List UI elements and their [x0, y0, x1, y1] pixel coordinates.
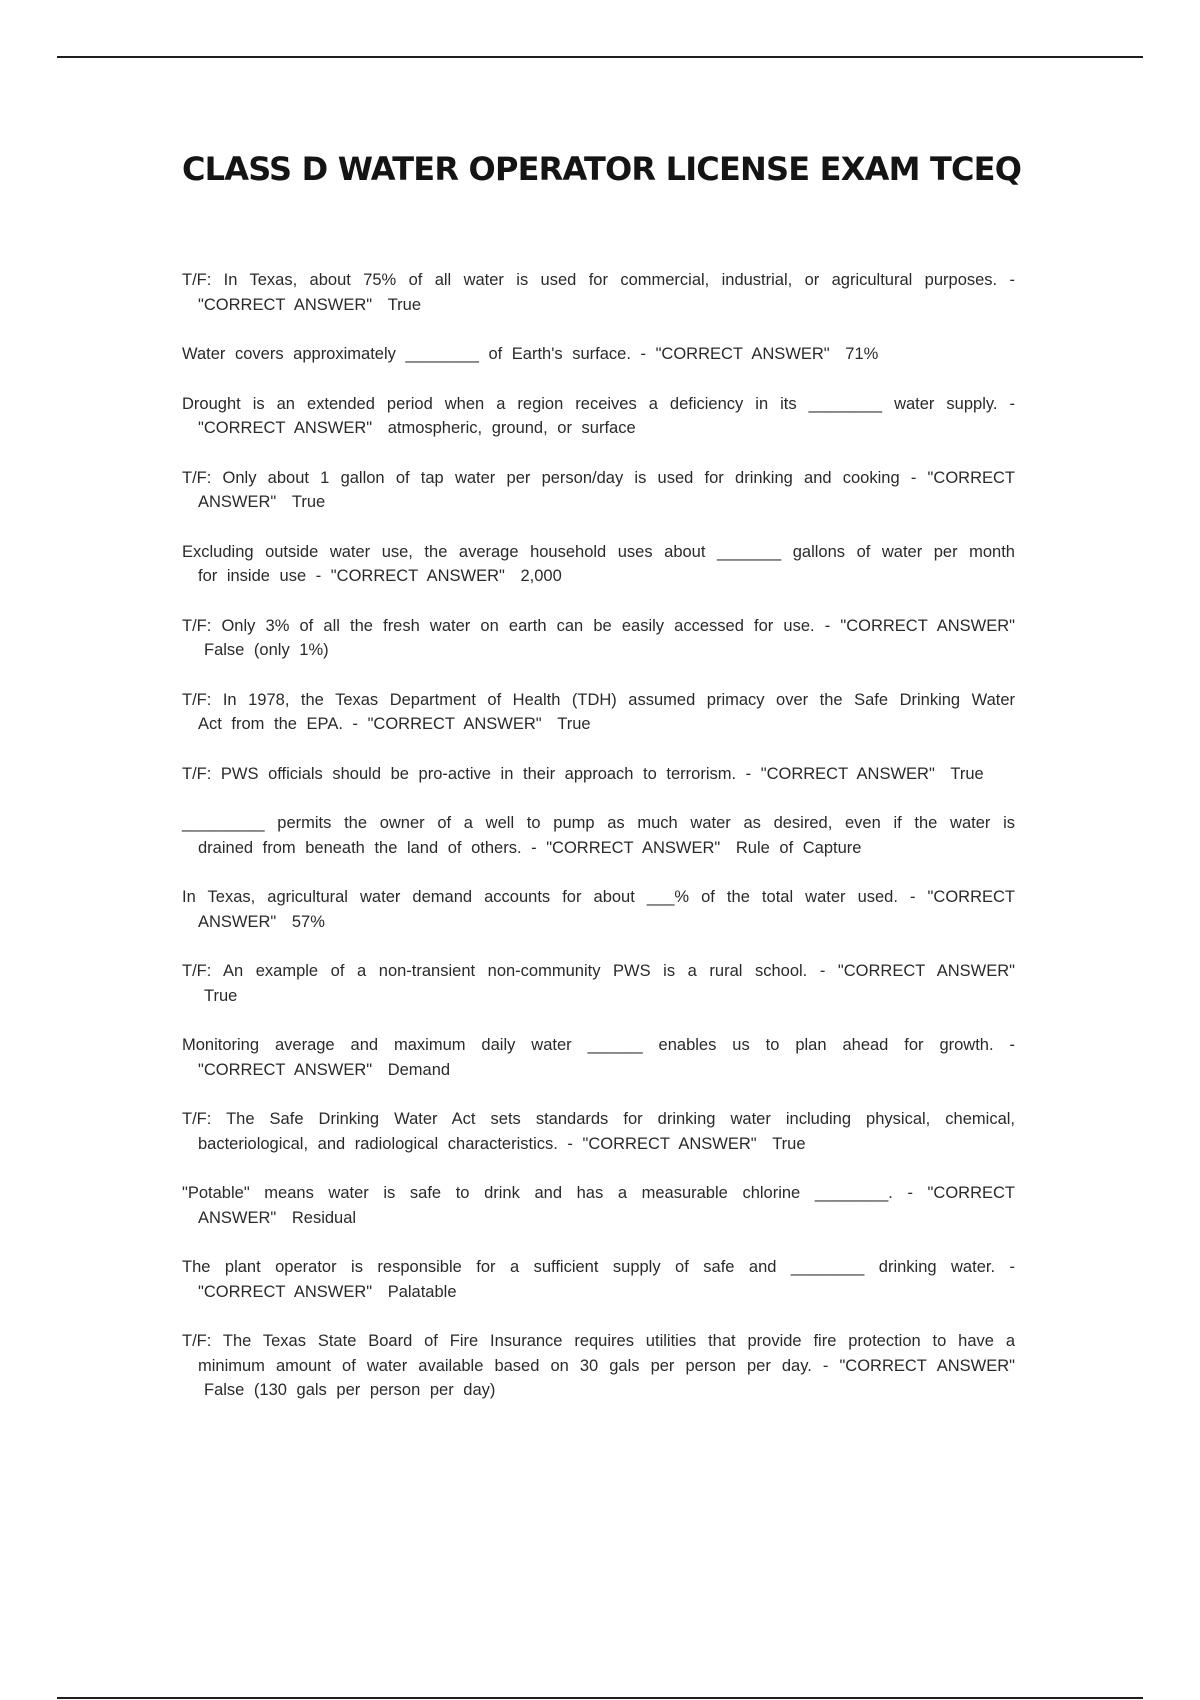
question-item [182, 614, 1015, 663]
question-item [182, 1329, 1015, 1403]
question-item [182, 1255, 1015, 1304]
question-item [182, 1181, 1015, 1230]
answer-text: False (130 gals per person per day) [204, 1381, 496, 1399]
answer-text: Palatable [387, 1282, 457, 1301]
answer-text: atmospheric, ground, or surface [387, 419, 636, 437]
answer-text: Demand [387, 1060, 451, 1079]
question-text: _________ permits the owner of a well to pump as much water as desired, even if the water is drained from beneath the land of others. - "CORRECT ANSWER" [182, 814, 1015, 857]
question-list [182, 268, 1015, 1428]
question-item [182, 959, 1015, 1008]
answer-text: True [291, 493, 326, 511]
answer-text: 71% [845, 345, 879, 363]
question-text: T/F: In Texas, about 75% of all water is used for commercial, industrial, or agricultural purposes. - "CORRECT ANSWER" [182, 271, 1015, 314]
question-item [182, 688, 1015, 737]
question-item [182, 1107, 1015, 1156]
question-text: T/F: The Texas State Board of Fire Insurance requires utilities that provide fire protection to have a minimum amount of water available based on 30 gals per person per day. - "CORRECT ANSWER" [182, 1332, 1015, 1375]
question-text: Drought is an extended period when a region receives a deficiency in its ________ water supply. - "CORRECT ANSWER" [182, 394, 1015, 437]
question-item [182, 1033, 1015, 1082]
question-item [182, 392, 1015, 441]
question-text: T/F: An example of a non-transient non-community PWS is a rural school. - "CORRECT ANSWER" [182, 962, 1015, 980]
answer-text: True [387, 295, 422, 314]
question-text: T/F: Only about 1 gallon of tap water per person/day is used for drinking and cooking - "CORRECT ANSWER" [182, 468, 1015, 511]
top-rule [57, 56, 1143, 58]
answer-text: True [557, 715, 591, 733]
answer-text: Residual [291, 1208, 357, 1227]
question-text: Excluding outside water use, the average household uses about _______ gallons of water per month for inside use - "CORRECT ANSWER" [182, 542, 1015, 585]
question-text: The plant operator is responsible for a sufficient supply of safe and ________ drinking water. - "CORRECT ANSWER" [182, 1258, 1015, 1301]
document-title: CLASS D WATER OPERATOR LICENSE EXAM TCEQ [182, 150, 1022, 188]
question-item [182, 811, 1015, 860]
question-text: T/F: Only 3% of all the fresh water on earth can be easily accessed for use. - "CORRECT ANSWER" [182, 616, 1015, 635]
answer-text: Rule of Capture [735, 838, 862, 857]
question-item [182, 466, 1015, 515]
answer-text: 57% [291, 912, 325, 931]
question-item [182, 268, 1015, 317]
question-text: "Potable" means water is safe to drink and has a measurable chlorine ________. - "CORRECT ANSWER" [182, 1184, 1015, 1227]
question-item [182, 762, 1015, 787]
question-text: T/F: PWS officials should be pro-active in their approach to terrorism. - "CORRECT ANSWER" [182, 764, 935, 783]
answer-text: True [772, 1134, 806, 1153]
answer-text: True [950, 764, 984, 783]
answer-text: True [204, 986, 238, 1005]
question-item [182, 885, 1015, 934]
question-text: Water covers approximately ________ of Earth's surface. - "CORRECT ANSWER" [182, 345, 830, 363]
bottom-rule [57, 1697, 1143, 1699]
question-item [182, 540, 1015, 589]
question-text: In Texas, agricultural water demand accounts for about ___% of the total water used. - "CORRECT ANSWER" [182, 888, 1015, 931]
answer-text: False (only 1%) [204, 641, 329, 659]
question-item [182, 342, 1015, 367]
question-text: Monitoring average and maximum daily water ______ enables us to plan ahead for growth. - "CORRECT ANSWER" [182, 1036, 1015, 1079]
question-text: T/F: The Safe Drinking Water Act sets standards for drinking water including physical, chemical, bacteriological, and radiological characteristics. - "CORRECT ANSWER" [182, 1110, 1015, 1153]
question-text: T/F: In 1978, the Texas Department of Health (TDH) assumed primacy over the Safe Drinking Water Act from the EPA. - "CORRECT ANSWER" [182, 690, 1015, 733]
answer-text: 2,000 [520, 567, 562, 585]
